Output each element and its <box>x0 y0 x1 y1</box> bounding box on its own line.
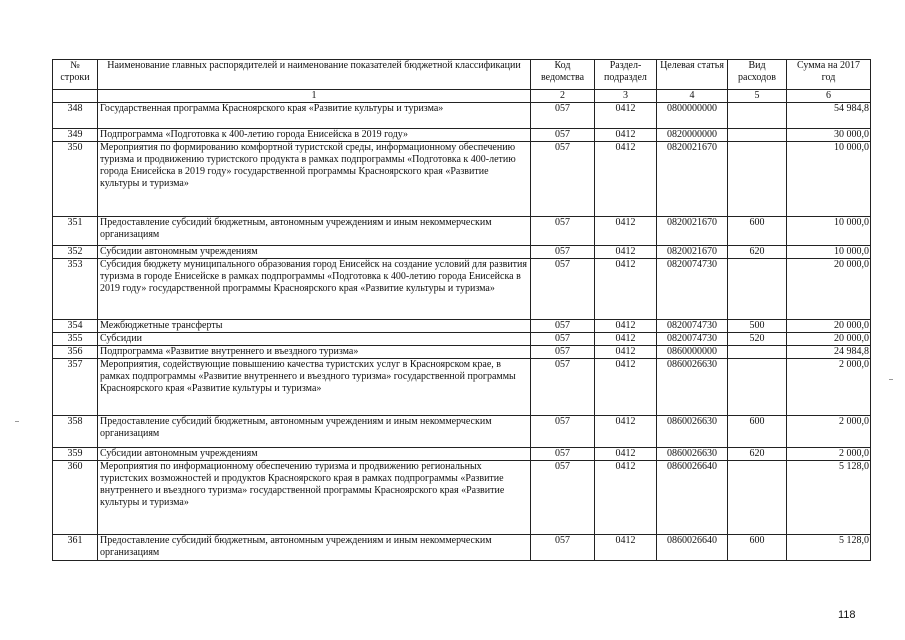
table-row <box>53 535 871 561</box>
cell-target-article: 0820021670 <box>657 142 728 217</box>
cell-section: 0412 <box>595 535 657 561</box>
cell-section: 0412 <box>595 103 657 129</box>
cell-row-number: 358 <box>53 416 98 448</box>
cell-department-code: 057 <box>531 346 595 359</box>
cell-section: 0412 <box>595 129 657 142</box>
cell-name: Мероприятия по формированию комфортной туристской среды, информационному обеспечению туризма и продвижению туристского продукта в рамках подпрограммы «Подготовка к 400-летию города Енисейска в 2019 году» государственной программы Красноярского края «Развитие культуры и туризма» <box>98 142 531 217</box>
cell-name: Межбюджетные трансферты <box>98 320 531 333</box>
cell-department-code: 057 <box>531 416 595 448</box>
header-target-article: Целевая статья <box>657 60 728 90</box>
cell-name: Предоставление субсидий бюджетным, автономным учреждениям и иным некоммерческим организациям <box>98 416 531 448</box>
cell-target-article: 0820074730 <box>657 333 728 346</box>
cell-department-code: 057 <box>531 129 595 142</box>
cell-name: Субсидии автономным учреждениям <box>98 246 531 259</box>
cell-section: 0412 <box>595 246 657 259</box>
table-row <box>53 359 871 416</box>
table-body <box>53 103 871 561</box>
cell-sum: 5 128,0 <box>787 535 871 561</box>
cell-expense-kind <box>728 461 787 535</box>
table-row <box>53 129 871 142</box>
cell-name: Государственная программа Красноярского края «Развитие культуры и туризма» <box>98 103 531 129</box>
column-number: 2 <box>531 90 595 103</box>
cell-section: 0412 <box>595 448 657 461</box>
header-expense-kind: Вид расходов <box>728 60 787 90</box>
cell-section: 0412 <box>595 461 657 535</box>
cell-expense-kind: 600 <box>728 535 787 561</box>
table-row <box>53 320 871 333</box>
cell-sum: 10 000,0 <box>787 217 871 246</box>
table-row <box>53 461 871 535</box>
cell-row-number: 359 <box>53 448 98 461</box>
table-row <box>53 448 871 461</box>
cell-department-code: 057 <box>531 246 595 259</box>
cell-target-article: 0860026640 <box>657 461 728 535</box>
budget-table <box>52 59 871 561</box>
table-row <box>53 217 871 246</box>
cell-name: Мероприятия по информационному обеспечению туризма и продвижению региональных туристских возможностей и продуктов Красноярского края в рамках подпрограммы «Развитие внутреннего и въездного туризма» государственной программы Красноярского края «Развитие культуры и туризма» <box>98 461 531 535</box>
cell-department-code: 057 <box>531 217 595 246</box>
cell-row-number: 349 <box>53 129 98 142</box>
cell-section: 0412 <box>595 346 657 359</box>
cell-target-article: 0820021670 <box>657 217 728 246</box>
cell-row-number: 350 <box>53 142 98 217</box>
cell-sum: 30 000,0 <box>787 129 871 142</box>
cell-expense-kind <box>728 142 787 217</box>
cell-section: 0412 <box>595 320 657 333</box>
cell-expense-kind: 600 <box>728 416 787 448</box>
cell-sum: 54 984,8 <box>787 103 871 129</box>
cell-sum: 10 000,0 <box>787 142 871 217</box>
cell-sum: 20 000,0 <box>787 259 871 320</box>
cell-target-article: 0860026630 <box>657 448 728 461</box>
cell-sum: 2 000,0 <box>787 416 871 448</box>
table-row <box>53 142 871 217</box>
cell-section: 0412 <box>595 142 657 217</box>
cell-sum: 24 984,8 <box>787 346 871 359</box>
cell-name: Предоставление субсидий бюджетным, автономным учреждениям и иным некоммерческим организациям <box>98 535 531 561</box>
cell-section: 0412 <box>595 333 657 346</box>
cell-target-article: 0860026630 <box>657 359 728 416</box>
cell-expense-kind: 620 <box>728 246 787 259</box>
cell-sum: 2 000,0 <box>787 448 871 461</box>
header-department-code: Код ведомства <box>531 60 595 90</box>
cell-target-article: 0820074730 <box>657 259 728 320</box>
cell-row-number: 360 <box>53 461 98 535</box>
cell-target-article: 0820000000 <box>657 129 728 142</box>
column-number: 6 <box>787 90 871 103</box>
cell-expense-kind: 520 <box>728 333 787 346</box>
cell-department-code: 057 <box>531 333 595 346</box>
table-row <box>53 416 871 448</box>
column-number: 3 <box>595 90 657 103</box>
cell-target-article: 0820074730 <box>657 320 728 333</box>
scan-mark <box>889 379 893 380</box>
cell-row-number: 356 <box>53 346 98 359</box>
column-number: 1 <box>98 90 531 103</box>
cell-name: Субсидия бюджету муниципального образования город Енисейск на создание условий для развития туризма в городе Енисейске в рамках подпрограммы «Подготовка к 400-летию города Енисейска в 2019 году» государственной программы Красноярского края «Развитие культуры и туризма» <box>98 259 531 320</box>
cell-department-code: 057 <box>531 448 595 461</box>
page-number: 118 <box>838 609 856 621</box>
cell-target-article: 0820021670 <box>657 246 728 259</box>
cell-target-article: 0860026640 <box>657 535 728 561</box>
cell-sum: 2 000,0 <box>787 359 871 416</box>
cell-department-code: 057 <box>531 259 595 320</box>
cell-department-code: 057 <box>531 103 595 129</box>
cell-sum: 20 000,0 <box>787 320 871 333</box>
cell-target-article: 0860026630 <box>657 416 728 448</box>
cell-expense-kind: 620 <box>728 448 787 461</box>
cell-name: Предоставление субсидий бюджетным, автономным учреждениям и иным некоммерческим организациям <box>98 217 531 246</box>
cell-target-article: 0860000000 <box>657 346 728 359</box>
header-row <box>53 60 871 90</box>
table-row <box>53 246 871 259</box>
cell-section: 0412 <box>595 416 657 448</box>
cell-row-number: 352 <box>53 246 98 259</box>
cell-expense-kind: 500 <box>728 320 787 333</box>
cell-name: Субсидии <box>98 333 531 346</box>
cell-expense-kind <box>728 359 787 416</box>
header-sum: Сумма на 2017 год <box>787 60 871 90</box>
table-row <box>53 346 871 359</box>
cell-name: Мероприятия, содействующие повышению качества туристских услуг в Красноярском крае, в рамках подпрограммы «Развитие внутреннего и въездного туризма» государственной программы Красноярского края «Развитие культуры и туризма» <box>98 359 531 416</box>
cell-name: Субсидии автономным учреждениям <box>98 448 531 461</box>
cell-expense-kind <box>728 346 787 359</box>
cell-expense-kind <box>728 259 787 320</box>
column-number: 5 <box>728 90 787 103</box>
cell-row-number: 357 <box>53 359 98 416</box>
column-number: 4 <box>657 90 728 103</box>
header-name: Наименование главных распорядителей и наименование показателей бюджетной классификации <box>98 60 531 90</box>
cell-row-number: 353 <box>53 259 98 320</box>
cell-department-code: 057 <box>531 461 595 535</box>
table-row <box>53 103 871 129</box>
cell-sum: 10 000,0 <box>787 246 871 259</box>
cell-expense-kind <box>728 129 787 142</box>
table-row <box>53 259 871 320</box>
cell-department-code: 057 <box>531 142 595 217</box>
cell-section: 0412 <box>595 359 657 416</box>
cell-name: Подпрограмма «Подготовка к 400-летию города Енисейска в 2019 году» <box>98 129 531 142</box>
cell-row-number: 361 <box>53 535 98 561</box>
column-number-row <box>53 90 871 103</box>
cell-department-code: 057 <box>531 320 595 333</box>
cell-sum: 20 000,0 <box>787 333 871 346</box>
budget-table-sheet <box>52 59 870 561</box>
cell-row-number: 351 <box>53 217 98 246</box>
cell-department-code: 057 <box>531 535 595 561</box>
cell-section: 0412 <box>595 217 657 246</box>
header-row-number: № строки <box>53 60 98 90</box>
header-section: Раздел-подраздел <box>595 60 657 90</box>
cell-row-number: 348 <box>53 103 98 129</box>
cell-section: 0412 <box>595 259 657 320</box>
table-row <box>53 333 871 346</box>
cell-expense-kind <box>728 103 787 129</box>
cell-sum: 5 128,0 <box>787 461 871 535</box>
cell-row-number: 354 <box>53 320 98 333</box>
cell-expense-kind: 600 <box>728 217 787 246</box>
cell-target-article: 0800000000 <box>657 103 728 129</box>
cell-name: Подпрограмма «Развитие внутреннего и въездного туризма» <box>98 346 531 359</box>
cell-row-number: 355 <box>53 333 98 346</box>
scan-mark <box>15 421 19 422</box>
column-number <box>53 90 98 103</box>
cell-department-code: 057 <box>531 359 595 416</box>
